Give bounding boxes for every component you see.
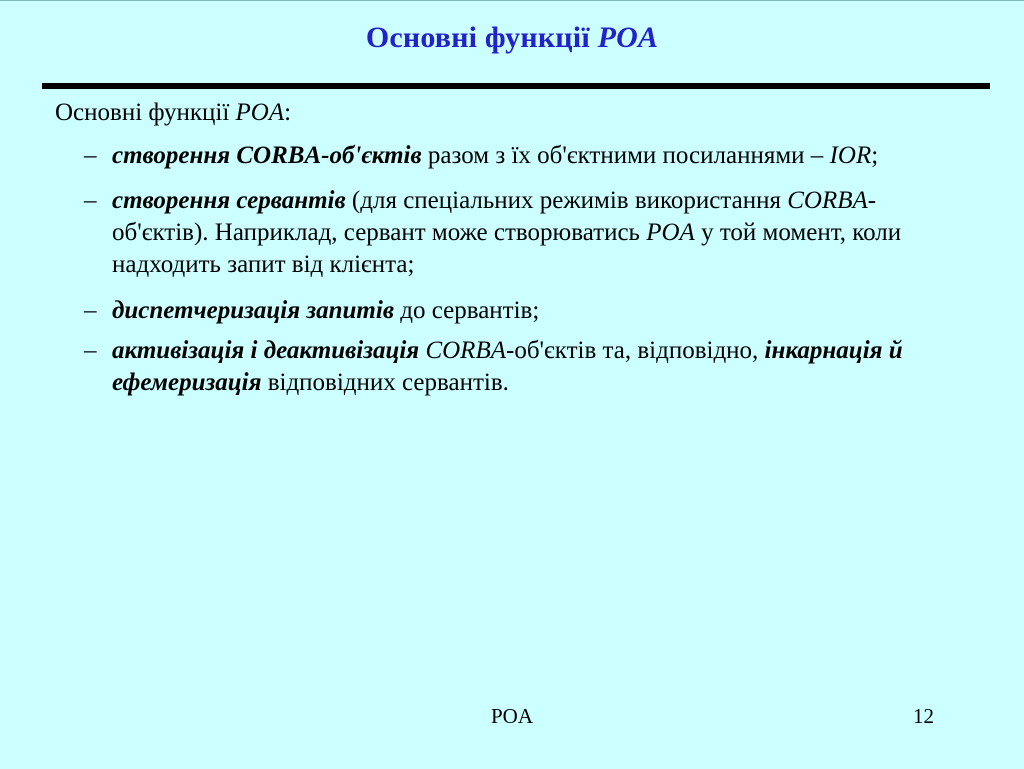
bullet-item <box>84 185 949 281</box>
intro-line: Основні функції POA: <box>55 99 292 126</box>
bullet-dash: – <box>84 187 97 214</box>
page-number: 12 <box>913 704 934 728</box>
title-divider <box>42 83 990 89</box>
bullet-text: створення CORBA-об'єктів разом з їх об'єктними посиланнями – IOR; <box>112 142 879 169</box>
slide-footer <box>0 702 1024 730</box>
bullet-item <box>84 335 949 399</box>
footer-title: POA <box>490 704 533 728</box>
bullet-dash: – <box>84 142 97 169</box>
bullet-dash: – <box>84 297 97 324</box>
bullet-text: створення сервантів (для спеціальних режимів використання CORBA-об'єктів). Наприклад, сервант може створюватись POA у той момент, коли надходить запит від клієнта; <box>112 187 902 278</box>
bullet-item <box>84 295 949 327</box>
slide-body <box>55 97 949 399</box>
slide-title: Основні функції POA <box>365 21 659 54</box>
bullet-text: диспетчеризація запитів до сервантів; <box>112 297 540 324</box>
bullet-text: активізація і деактивізація CORBA-об'єктів та, відповідно, інкарнація й ефемеризація відповідних сервантів. <box>112 337 903 396</box>
bullet-dash: – <box>84 337 97 364</box>
bullet-item <box>84 140 949 172</box>
